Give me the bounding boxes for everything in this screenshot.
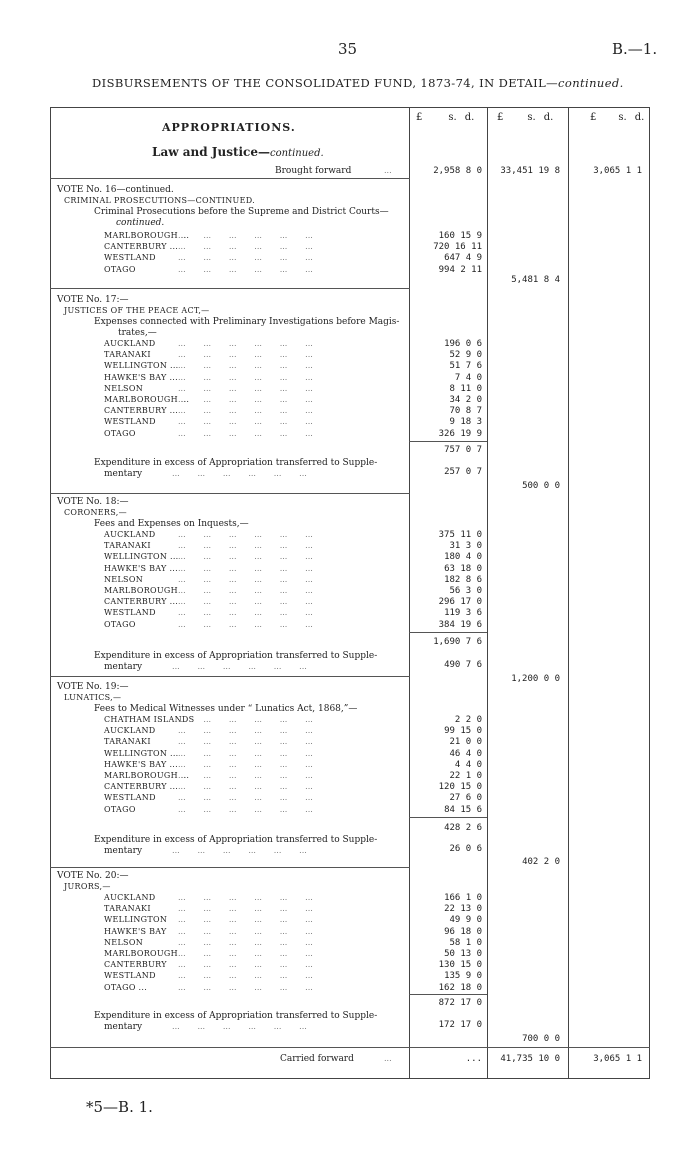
district-label: HAWKE'S BAY ... (104, 372, 178, 382)
leader-dots: ... ... ... ... ... ... (178, 242, 313, 252)
district-amount: 49 9 0 (449, 915, 482, 926)
district-label: TARANAKI (104, 737, 151, 747)
leader-dots: ... ... ... ... ... ... (178, 619, 313, 629)
district-amount: 4 4 0 (454, 759, 482, 770)
district-amount: 22 13 0 (444, 904, 482, 915)
district-amount: 166 1 0 (444, 893, 482, 903)
district-amount: 7 4 0 (454, 372, 482, 383)
leader-dots: ... ... ... ... ... ... (178, 904, 313, 914)
leader-dots: ... ... ... ... ... ... (178, 253, 313, 263)
district-label: CANTERBURY ... (104, 782, 179, 792)
rule (50, 493, 410, 494)
district-label: MARLBOROUGH (104, 586, 178, 595)
vote19-total: 402 2 0 (522, 857, 560, 867)
district-amount: 162 18 0 (438, 982, 482, 993)
leader-dots: ... ... ... ... ... ... (178, 406, 313, 416)
district-amount: 720 16 11 (433, 242, 482, 253)
district-label: HAWKE'S BAY ... (104, 563, 178, 573)
district-label: CANTERBURY (104, 960, 167, 970)
vote17-excess-text: Expenditure in excess of Appropriation transferred to Supple- (94, 458, 378, 468)
vote16-total: 5,481 8 4 (511, 275, 560, 285)
leader-dots: ... ... ... ... ... ... (178, 395, 313, 404)
district-amount: 51 7 6 (449, 361, 482, 372)
leader-dots: ... ... ... ... ... ... (178, 372, 313, 382)
leader-dots: ... ... ... ... ... ... (178, 541, 313, 551)
page-footer-ref: *5—B. 1. (86, 1098, 153, 1116)
brought-forward-label: Brought forward (275, 166, 352, 176)
district-label: WESTLAND (104, 417, 156, 427)
district-label: OTAGO ... (104, 982, 148, 992)
leader-dots: ... ... ... ... ... ... (178, 782, 313, 792)
district-label: WESTLAND (104, 971, 156, 981)
district-label: TARANAKI (104, 541, 151, 551)
district-amount: 27 6 0 (449, 793, 482, 804)
district-label: TARANAKI (104, 904, 151, 914)
district-label: TARANAKI (104, 350, 151, 360)
vote19-excess-text: Expenditure in excess of Appropriation transferred to Supple- (94, 835, 378, 845)
district-amount: 180 4 0 (444, 552, 482, 563)
vote19-description: Fees to Medical Witnesses under “ Lunatics Act, 1868,”— (94, 704, 358, 714)
vote17-description: Expenses connected with Preliminary Investigations before Magis- (94, 317, 400, 327)
vote17-description-cont: trates,— (118, 328, 157, 338)
section-subheading: Law and Justice—continued. (152, 145, 324, 159)
district-label: CANTERBURY ... (104, 242, 179, 252)
district-label: WELLINGTON (104, 915, 168, 925)
vote17-subtitle: JUSTICES OF THE PEACE ACT,— (64, 306, 210, 315)
district-label: WESTLAND (104, 793, 156, 803)
district-label: WELLINGTON ... (104, 552, 179, 562)
vote18-description: Fees and Expenses on Inquests,— (94, 519, 249, 529)
district-amount: 326 19 9 (438, 428, 482, 439)
district-amount: 994 2 11 (438, 264, 482, 275)
vote17-subtotal: 757 0 7 (444, 445, 482, 455)
district-label: AUCKLAND (104, 530, 156, 539)
district-amount: 119 3 6 (444, 608, 482, 619)
vote18-excess-text: Expenditure in excess of Appropriation transferred to Supple- (94, 651, 378, 661)
vote19-title: VOTE No. 19:— (57, 682, 129, 692)
vote19-excess-amount: 26 0 6 (449, 844, 482, 854)
col1-header: £ s. d. (416, 112, 475, 123)
district-amount: 99 15 0 (444, 726, 482, 737)
subtotal-rule (409, 994, 487, 995)
district-amount: 120 15 0 (438, 782, 482, 793)
district-amount: 9 18 3 (449, 417, 482, 428)
leader-dots: ... ... ... ... ... ... (178, 748, 313, 758)
leader-dots: ... ... ... ... ... ... (178, 804, 313, 814)
district-label: NELSON (104, 574, 143, 584)
subtotal-rule (409, 632, 487, 633)
section-heading: APPROPRIATIONS. (162, 121, 296, 134)
rule (50, 178, 410, 179)
vote20-subtotal: 872 17 0 (438, 998, 482, 1008)
district-label: MARLBOROUGH ... (104, 771, 190, 780)
leader-dots: ... ... ... ... ... ... (178, 737, 313, 747)
district-amount: 296 17 0 (438, 597, 482, 608)
district-amount: 31 3 0 (449, 541, 482, 552)
district-amount: 56 3 0 (449, 586, 482, 596)
vote19-subtitle: LUNATICS,— (64, 693, 122, 702)
district-label: WESTLAND (104, 608, 156, 618)
leader-dots: ... ... ... ... ... ... (178, 793, 313, 803)
leader-dots: ... ... ... ... ... ... (178, 926, 313, 936)
district-amount: 34 2 0 (449, 395, 482, 405)
rule (50, 1047, 650, 1048)
district-label: CANTERBURY ... (104, 406, 179, 416)
leader-dots: ... ... ... ... ... ... (178, 915, 313, 925)
district-label: MARLBOROUGH (104, 949, 178, 958)
leader-dots: ... (384, 166, 392, 175)
carried-forward-label: Carried forward (280, 1054, 354, 1064)
district-label: MARLBOROUGH ... (104, 395, 190, 404)
leader-dots: ... ... ... ... ... ... (178, 417, 313, 427)
district-label: NELSON (104, 937, 143, 947)
district-amount: 46 4 0 (449, 748, 482, 759)
rule (50, 867, 410, 868)
leader-dots: ... ... ... ... ... ... (178, 971, 313, 981)
col3-header: £ s. d. (590, 112, 645, 123)
vote20-subtitle: JURORS,— (64, 882, 111, 891)
leader-dots: ... ... ... ... ... ... (178, 982, 313, 992)
vote20-excess-amount: 172 17 0 (438, 1020, 482, 1030)
vote16-description: Criminal Prosecutions before the Supreme and District Courts— (94, 207, 389, 217)
district-amount: 52 9 0 (449, 350, 482, 361)
vote19-subtotal: 428 2 6 (444, 823, 482, 833)
leader-dots: ... ... ... ... ... ... (178, 949, 313, 958)
district-amount: 2 2 0 (454, 715, 482, 725)
district-amount: 647 4 9 (444, 253, 482, 264)
leader-dots: ... ... ... ... ... ... (178, 597, 313, 607)
district-label: WESTLAND (104, 253, 156, 263)
district-amount: 182 8 6 (444, 574, 482, 585)
vote16-subtitle: CRIMINAL PROSECUTIONS—CONTINUED. (64, 196, 256, 205)
district-label: OTAGO (104, 428, 136, 438)
vote18-title: VOTE No. 18:— (57, 497, 129, 507)
district-label: AUCKLAND (104, 726, 156, 736)
district-amount: 135 9 0 (444, 971, 482, 982)
district-label: HAWKE'S BAY (104, 926, 167, 936)
leader-dots: ... ... ... ... ... ... (178, 759, 313, 769)
vote18-subtitle: CORONERS,— (64, 508, 127, 517)
vote20-total: 700 0 0 (522, 1034, 560, 1044)
leader-dots: ... ... ... ... ... ... (178, 428, 313, 438)
carried-forward-col2: 41,735 10 0 (500, 1054, 560, 1064)
leader-dots: ... ... ... ... ... ... (178, 383, 313, 393)
district-label: OTAGO (104, 804, 136, 814)
vote16-description-cont: continued. (116, 218, 165, 228)
district-amount: 160 15 9 (438, 231, 482, 241)
brought-forward-col1: 2,958 8 0 (433, 166, 482, 176)
vote20-title: VOTE No. 20:— (57, 871, 129, 881)
district-label: WELLINGTON ... (104, 361, 179, 371)
district-label: OTAGO (104, 264, 136, 274)
carried-forward-col3: 3,065 1 1 (593, 1054, 642, 1064)
leader-dots: ... ... ... ... ... ... (178, 530, 313, 539)
vote17-excess-amount: 257 0 7 (444, 467, 482, 477)
vote20-excess-text-cont: mentary ... ... ... ... ... ... (104, 1022, 307, 1032)
district-label: HAWKE'S BAY ... (104, 759, 178, 769)
district-label: OTAGO (104, 619, 136, 629)
subtotal-rule (409, 817, 487, 818)
rule (50, 676, 410, 677)
vote18-excess-text-cont: mentary ... ... ... ... ... ... (104, 662, 307, 672)
leader-dots: ... ... ... ... ... ... (178, 608, 313, 618)
district-amount: 84 15 6 (444, 804, 482, 815)
vote18-subtotal: 1,690 7 6 (433, 637, 482, 647)
carried-forward-col1: ... (465, 1054, 482, 1064)
vote17-excess-text-cont: mentary ... ... ... ... ... ... (104, 469, 307, 479)
district-amount: 130 15 0 (438, 960, 482, 971)
leader-dots: ... (384, 1054, 392, 1063)
leader-dots: ... ... ... ... ... ... (178, 350, 313, 360)
col2-header: £ s. d. (497, 112, 554, 123)
district-amount: 58 1 0 (449, 937, 482, 948)
leader-dots: ... ... ... ... ... ... (178, 586, 313, 595)
district-amount: 22 1 0 (449, 771, 482, 781)
district-label: MARLBOROUGH ... (104, 231, 190, 240)
district-amount: 21 0 0 (449, 737, 482, 748)
leader-dots: ... ... ... ... ... ... (178, 339, 313, 348)
vote18-excess-amount: 490 7 6 (444, 660, 482, 670)
vote17-title: VOTE No. 17:— (57, 295, 129, 305)
leader-dots: ... ... ... ... ... ... (178, 563, 313, 573)
leader-dots: ... ... ... ... ... ... (178, 893, 313, 902)
district-label: AUCKLAND (104, 339, 156, 348)
leader-dots: ... ... ... ... ... ... (178, 715, 313, 724)
vote20-excess-text: Expenditure in excess of Appropriation transferred to Supple- (94, 1011, 378, 1021)
district-amount: 96 18 0 (444, 926, 482, 937)
rule (50, 288, 410, 289)
leader-dots: ... ... ... ... ... ... (178, 574, 313, 584)
brought-forward-col3: 3,065 1 1 (593, 166, 642, 176)
district-amount: 384 19 6 (438, 619, 482, 630)
district-label: AUCKLAND (104, 893, 156, 902)
district-amount: 375 11 0 (438, 530, 482, 540)
district-amount: 63 18 0 (444, 563, 482, 574)
district-label: NELSON (104, 383, 143, 393)
vote18-total: 1,200 0 0 (511, 674, 560, 684)
column-divider (568, 107, 569, 1079)
leader-dots: ... ... ... ... ... ... (178, 231, 313, 240)
vote17-total: 500 0 0 (522, 481, 560, 491)
leader-dots: ... ... ... ... ... ... (178, 771, 313, 780)
leader-dots: ... ... ... ... ... ... (178, 361, 313, 371)
leader-dots: ... ... ... ... ... ... (178, 264, 313, 274)
leader-dots: ... ... ... ... ... ... (178, 726, 313, 736)
page-number: 35 (338, 40, 358, 58)
district-amount: 196 0 6 (444, 339, 482, 349)
page-title: DISBURSEMENTS OF THE CONSOLIDATED FUND, 1873-74, IN DETAIL—continued. (92, 76, 624, 90)
district-amount: 70 8 7 (449, 406, 482, 417)
document-ref: B.—1. (612, 40, 658, 58)
district-amount: 50 13 0 (444, 949, 482, 959)
leader-dots: ... ... ... ... ... ... (178, 937, 313, 947)
district-amount: 8 11 0 (449, 383, 482, 394)
column-divider (487, 107, 488, 1079)
vote19-excess-text-cont: mentary ... ... ... ... ... ... (104, 846, 307, 856)
leader-dots: ... ... ... ... ... ... (178, 552, 313, 562)
brought-forward-col2: 33,451 19 8 (500, 166, 560, 176)
district-label: CHATHAM ISLANDS (104, 715, 195, 724)
leader-dots: ... ... ... ... ... ... (178, 960, 313, 970)
district-label: WELLINGTON ... (104, 748, 179, 758)
district-label: CANTERBURY ... (104, 597, 179, 607)
subtotal-rule (409, 441, 487, 442)
vote16-title: VOTE No. 16—continued. (57, 185, 174, 195)
